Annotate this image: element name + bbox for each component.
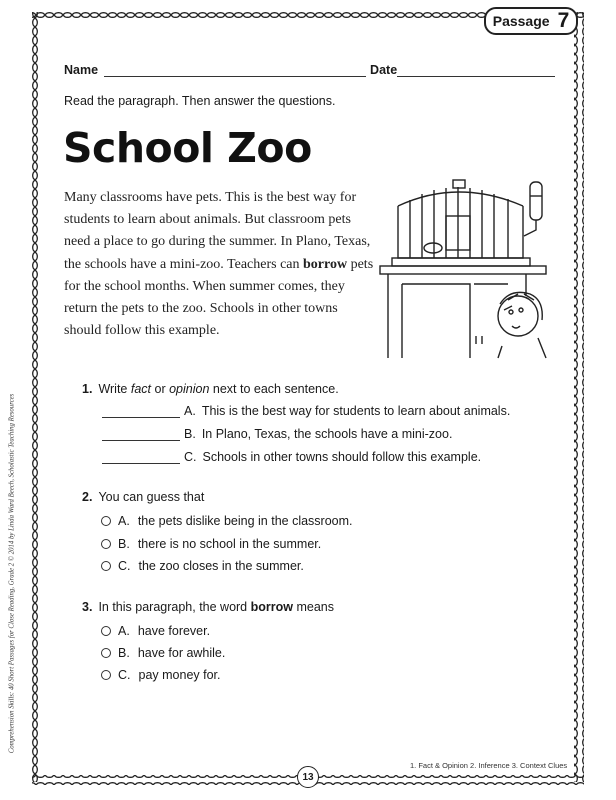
question-3-prompt-1: In this paragraph, the word [98, 600, 251, 614]
question-3-prompt-2: means [292, 600, 334, 614]
question-2-prompt: You can guess that [98, 490, 205, 504]
name-date-line [64, 63, 555, 77]
passage-tab [484, 7, 578, 35]
page-title: School Zoo [63, 124, 312, 172]
answer-blank-c[interactable] [102, 451, 180, 464]
item-a-letter: A. [184, 404, 196, 418]
question-1-item-b [102, 427, 452, 441]
paragraph-text-1: Many classrooms have pets. This is the best way for students to learn about animals. But classroom pets need a place to go during the summer. In Plano, Texas, the schools have a mini-zoo. Teachers can [64, 190, 371, 272]
question-1-item-c [102, 450, 481, 464]
option-text: have for awhile. [137, 646, 226, 660]
option-text: have forever. [137, 624, 211, 638]
question-3 [82, 600, 334, 614]
question-2-option-c[interactable] [101, 559, 304, 573]
option-letter: C. [118, 668, 131, 682]
reading-paragraph [64, 187, 374, 342]
question-1-prompt-1: Write [98, 382, 131, 396]
paragraph-bold-word: borrow [303, 256, 348, 272]
radio-circle[interactable] [101, 648, 111, 658]
item-a-text: This is the best way for students to learn about animals. [201, 404, 511, 418]
question-3-option-a[interactable] [101, 624, 210, 638]
question-1-prompt-3: next to each sentence. [209, 382, 339, 396]
option-letter: A. [118, 624, 130, 638]
question-2-number: 2. [82, 490, 93, 504]
paragraph-text-2: pets for the school months. When summer comes, they return the pets to the zoo. Schools in other towns should follow this example. [64, 256, 374, 339]
option-letter: B. [118, 537, 130, 551]
answer-blank-b[interactable] [102, 428, 180, 441]
item-b-letter: B. [184, 427, 196, 441]
option-text: the zoo closes in the summer. [138, 559, 304, 573]
question-3-number: 3. [82, 600, 93, 614]
question-1-item-a [102, 404, 510, 418]
option-text: pay money for. [138, 668, 221, 682]
question-1-fact: fact [130, 382, 152, 396]
instructions: Read the paragraph. Then answer the questions. [64, 94, 336, 108]
copyright-credit: Comprehension Skills: 40 Short Passages for Close Reading, Grade 2 © 2014 by Linda Ward Beech, Scholastic Teaching Resources [8, 393, 16, 754]
option-text: there is no school in the summer. [137, 537, 322, 551]
question-2 [82, 490, 204, 504]
question-3-option-b[interactable] [101, 646, 225, 660]
option-letter: A. [118, 514, 130, 528]
date-label: Date [370, 63, 398, 77]
question-1-prompt-2: or [151, 382, 170, 396]
question-2-option-a[interactable] [101, 514, 353, 528]
option-text: the pets dislike being in the classroom. [137, 514, 353, 528]
item-c-letter: C. [184, 450, 197, 464]
name-label: Name [64, 63, 99, 77]
option-letter: B. [118, 646, 130, 660]
passage-number: 7 [557, 9, 570, 32]
item-c-text: Schools in other towns should follow this example. [202, 450, 482, 464]
radio-circle[interactable] [101, 539, 111, 549]
skills-list: 1. Fact & Opinion 2. Inference 3. Context Clues [410, 761, 568, 770]
item-b-text: In Plano, Texas, the schools have a mini-zoo. [201, 427, 453, 441]
name-field[interactable] [104, 64, 366, 77]
question-3-option-c[interactable] [101, 668, 221, 682]
page-number: 13 [297, 766, 319, 788]
radio-circle[interactable] [101, 561, 111, 571]
question-1-opinion: opinion [169, 382, 210, 396]
question-1 [82, 382, 339, 396]
date-field[interactable] [397, 64, 555, 77]
answer-blank-a[interactable] [102, 405, 180, 418]
question-1-number: 1. [82, 382, 93, 396]
option-letter: C. [118, 559, 131, 573]
radio-circle[interactable] [101, 626, 111, 636]
cage-illustration [378, 176, 548, 360]
radio-circle[interactable] [101, 670, 111, 680]
radio-circle[interactable] [101, 516, 111, 526]
question-2-option-b[interactable] [101, 537, 321, 551]
passage-label: Passage [492, 13, 550, 29]
question-3-bold-word: borrow [250, 600, 293, 614]
